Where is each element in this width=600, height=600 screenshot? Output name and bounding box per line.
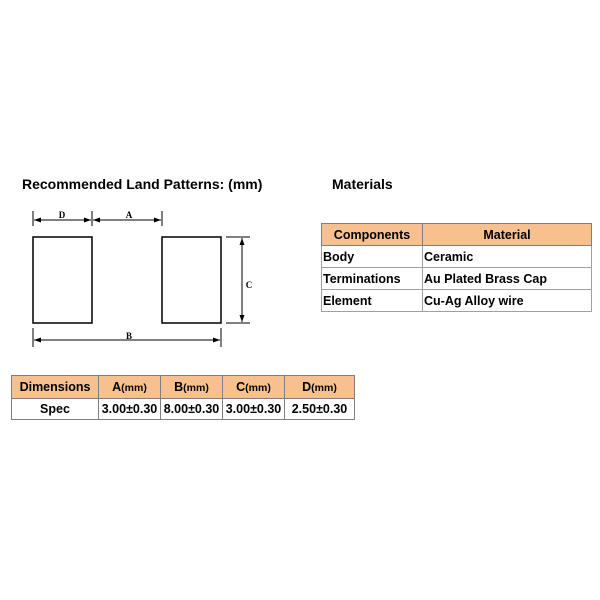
table-row xyxy=(12,399,355,420)
right-pad xyxy=(162,237,221,323)
header-d: D(mm) xyxy=(285,376,355,399)
left-pad xyxy=(33,237,92,323)
header-dimensions: Dimensions xyxy=(12,376,99,399)
component-cell: Body xyxy=(322,246,423,268)
spec-d: 2.50±0.30 xyxy=(285,399,355,420)
material-cell: Ceramic xyxy=(423,246,592,268)
table-row xyxy=(322,246,592,268)
component-cell: Element xyxy=(322,290,423,312)
table-row xyxy=(322,268,592,290)
spec-b: 8.00±0.30 xyxy=(161,399,223,420)
component-cell: Terminations xyxy=(322,268,423,290)
label-c: C xyxy=(245,280,253,290)
label-d: D xyxy=(58,210,66,220)
label-b: B xyxy=(125,331,133,341)
header-b: B(mm) xyxy=(161,376,223,399)
spec-c: 3.00±0.30 xyxy=(223,399,285,420)
land-patterns-heading: Recommended Land Patterns: (mm) xyxy=(22,176,263,192)
materials-table xyxy=(321,223,592,312)
dimensions-table xyxy=(11,375,355,420)
material-cell: Au Plated Brass Cap xyxy=(423,268,592,290)
label-a: A xyxy=(125,210,133,220)
header-c: C(mm) xyxy=(223,376,285,399)
header-material: Material xyxy=(423,224,592,246)
material-cell: Cu-Ag Alloy wire xyxy=(423,290,592,312)
table-row xyxy=(322,290,592,312)
materials-heading: Materials xyxy=(332,176,393,192)
header-a: A(mm) xyxy=(99,376,161,399)
table-header-row xyxy=(12,376,355,399)
spec-a: 3.00±0.30 xyxy=(99,399,161,420)
table-header-row xyxy=(322,224,592,246)
spec-label: Spec xyxy=(12,399,99,420)
header-components: Components xyxy=(322,224,423,246)
